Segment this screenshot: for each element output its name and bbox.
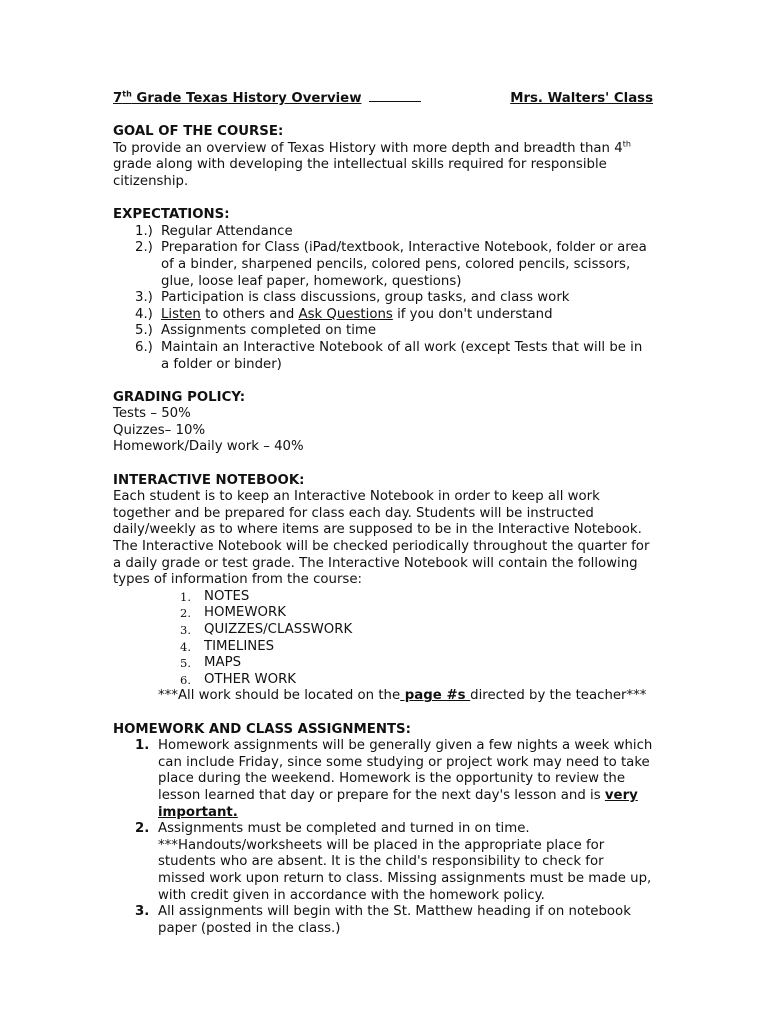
item-number: 4.) xyxy=(135,306,153,322)
goal-text-a: To provide an overview of Texas History with more depth and breadth than 4 xyxy=(113,140,623,156)
item-text: Homework assignments will be generally given a few nights a week which can include Friday, since some studying or project work may need to take place during the weekend. Homework is the opportunity to review the lesson learned that day or prepare for the next day's lesson and is xyxy=(158,738,653,803)
goal-text-b: grade along with developing the intellectual skills required for responsible citizenship. xyxy=(113,157,607,189)
course-title-text: Grade Texas History Overview xyxy=(131,91,362,106)
list-item xyxy=(113,904,653,937)
item-text: OTHER WORK xyxy=(204,671,297,687)
item-text: if you don't understand xyxy=(392,306,553,322)
list-item xyxy=(180,655,653,672)
item-text: Participation is class discussions, group tasks, and class work xyxy=(161,290,570,306)
item-number: 3.) xyxy=(135,290,153,306)
document-page xyxy=(113,91,653,937)
notebook-list xyxy=(113,589,653,689)
grading-line-homework: Homework/Daily work – 40% xyxy=(113,439,304,455)
very-important-text: very important. xyxy=(158,787,638,820)
item-number: 1. xyxy=(135,738,150,754)
item-text: Preparation for Class (iPad/textbook, Interactive Notebook, folder or area of a binder, sharpened pencils, colored pens, colored pencils, scissors, glue, loose leaf paper, homework, questions) xyxy=(161,240,647,289)
item-number: 3. xyxy=(180,623,191,637)
page-numbers-text: page #s xyxy=(400,688,471,704)
goal-text xyxy=(113,141,653,191)
item-number: 1.) xyxy=(135,223,153,239)
list-item xyxy=(180,639,653,656)
notebook-note xyxy=(113,688,653,705)
expectations-heading: EXPECTATIONS: xyxy=(113,207,230,223)
list-item xyxy=(113,323,653,340)
list-item xyxy=(113,307,653,324)
expectations-list xyxy=(113,224,653,373)
item-text: Maintain an Interactive Notebook of all work (except Tests that will be in a folder or binder) xyxy=(161,339,643,372)
document-title xyxy=(113,91,653,108)
blank-line xyxy=(369,91,421,102)
listen-text: Listen xyxy=(161,306,201,322)
list-item xyxy=(113,340,653,373)
grading-section xyxy=(113,390,653,456)
item-text: HOMEWORK xyxy=(204,605,286,621)
goal-heading: GOAL OF THE COURSE: xyxy=(113,124,284,140)
item-text: to others and xyxy=(200,306,299,322)
expectations-section xyxy=(113,207,653,373)
ask-questions-text: Ask Questions xyxy=(298,306,393,322)
list-item xyxy=(180,605,653,622)
note-text-a: ***All work should be located on the xyxy=(158,688,401,704)
grade-superscript: th xyxy=(122,89,132,99)
list-item xyxy=(113,290,653,307)
notebook-section xyxy=(113,473,653,705)
grading-line-quizzes: Quizzes– 10% xyxy=(113,422,206,438)
item-text: Assignments must be completed and turned in on time. ***Handouts/worksheets will be placed in the appropriate place for students who are absent. It is the child's responsibility to check for missed work upon return to class. Missing assignments must be made up, with credit given in accordance with the homework policy. xyxy=(158,821,652,903)
item-number: 2. xyxy=(135,821,150,837)
homework-section xyxy=(113,722,653,938)
item-text: Assignments completed on time xyxy=(161,323,377,339)
item-number: 3. xyxy=(135,904,150,920)
item-text: TIMELINES xyxy=(204,638,275,654)
course-title xyxy=(113,91,421,108)
homework-list xyxy=(113,738,653,937)
list-item xyxy=(180,672,653,689)
note-text-b: directed by the teacher*** xyxy=(470,688,647,704)
goal-superscript: th xyxy=(622,139,631,149)
item-number: 6. xyxy=(180,672,191,687)
item-number: 5.) xyxy=(135,323,153,339)
item-text: NOTES xyxy=(204,588,250,604)
grade-number: 7 xyxy=(113,91,123,106)
item-text: MAPS xyxy=(204,655,242,671)
list-item xyxy=(113,240,653,290)
list-item xyxy=(180,622,653,639)
item-number: 5. xyxy=(180,656,191,671)
item-number: 4. xyxy=(180,639,191,654)
grading-heading: GRADING POLICY: xyxy=(113,389,246,405)
item-number: 6.) xyxy=(135,339,153,355)
item-text: Regular Attendance xyxy=(161,223,293,239)
list-item xyxy=(113,738,653,821)
item-number: 2. xyxy=(180,606,191,621)
list-item xyxy=(180,589,653,606)
grading-line-tests: Tests – 50% xyxy=(113,406,191,422)
notebook-heading: INTERACTIVE NOTEBOOK: xyxy=(113,472,305,488)
goal-section xyxy=(113,124,653,190)
item-text: QUIZZES/CLASSWORK xyxy=(204,622,353,637)
homework-heading: HOMEWORK AND CLASS ASSIGNMENTS: xyxy=(113,721,411,737)
list-item xyxy=(113,821,653,904)
item-number: 2.) xyxy=(135,240,153,256)
item-number: 1. xyxy=(180,589,191,604)
item-text: All assignments will begin with the St. Matthew heading if on notebook paper (posted in the class.) xyxy=(158,904,631,936)
teacher-name: Mrs. Walters' Class xyxy=(510,91,653,106)
notebook-text: Each student is to keep an Interactive Notebook in order to keep all work together and be prepared for class each day. Students will be instructed daily/weekly as to where items are supposed to be in the Interactive Notebook. The Interactive Notebook will be checked periodically throughout the quarter for a daily grade or test grade. The Interactive Notebook will contain the following types of information from the course: xyxy=(113,489,650,588)
list-item xyxy=(113,224,653,241)
